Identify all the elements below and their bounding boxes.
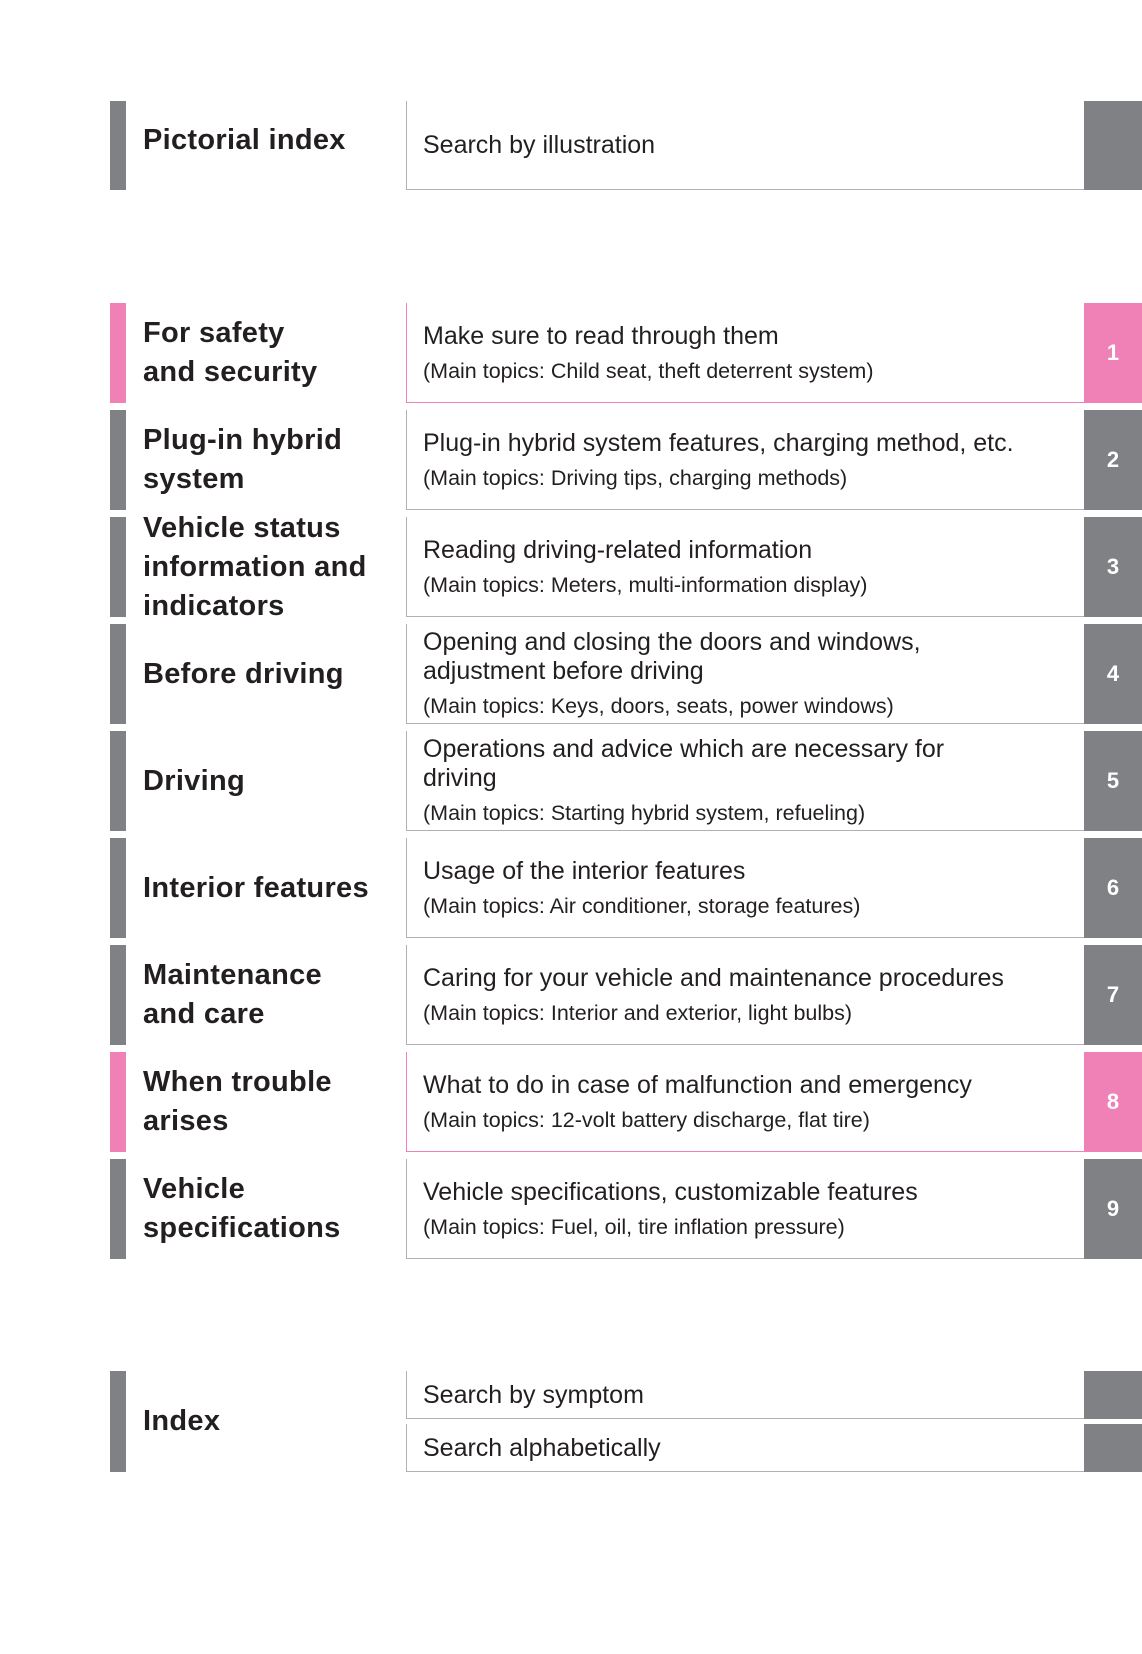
section-tab[interactable]: [1084, 101, 1142, 190]
chapter-bar: [110, 517, 126, 617]
chapter-title: For safety and security: [143, 317, 318, 388]
section-tab[interactable]: [1084, 1371, 1142, 1419]
chapter-description: Plug-in hybrid system features, charging method, etc.: [423, 428, 1014, 457]
chapter-bar: [110, 1159, 126, 1259]
chapter-row[interactable]: [0, 303, 1142, 403]
chapter-row[interactable]: [0, 511, 1142, 622]
chapter-number: 8: [1106, 1089, 1120, 1114]
search-by-symptom-label: Search by symptom: [423, 1380, 644, 1409]
chapter-topics: (Main topics: Air conditioner, storage features): [423, 893, 861, 918]
search-alphabetically-row[interactable]: [0, 1424, 1142, 1472]
chapter-title: Maintenance and care: [143, 959, 322, 1030]
chapter-number: 6: [1106, 875, 1120, 900]
chapter-topics: (Main topics: 12-volt battery discharge, flat tire): [423, 1107, 870, 1132]
chapter-row[interactable]: [0, 838, 1142, 938]
search-by-symptom-row[interactable]: [0, 1371, 1142, 1419]
section-description: Search by illustration: [423, 131, 656, 159]
chapter-tab[interactable]: [1084, 838, 1142, 938]
chapter-tab[interactable]: [1084, 945, 1142, 1045]
section-bar: [110, 101, 126, 190]
chapter-number: 7: [1106, 982, 1120, 1007]
chapter-row[interactable]: [0, 1159, 1142, 1259]
chapter-row[interactable]: [0, 410, 1142, 510]
chapter-number: 3: [1106, 554, 1120, 579]
chapter-topics: (Main topics: Driving tips, charging methods): [423, 465, 848, 490]
chapter-description: Vehicle specifications, customizable features: [423, 1177, 918, 1206]
chapter-number: 9: [1106, 1196, 1120, 1221]
chapter-row[interactable]: [0, 731, 1142, 831]
chapter-row[interactable]: [0, 1052, 1142, 1152]
section-title: Index: [143, 1405, 221, 1437]
chapter-title: Vehicle status information and indicators: [143, 511, 367, 622]
chapter-number: 1: [1106, 340, 1120, 365]
chapter-bar: [110, 410, 126, 510]
chapter-tab[interactable]: [1084, 731, 1142, 831]
chapter-description: Usage of the interior features: [423, 856, 746, 885]
chapter-tab[interactable]: [1084, 1159, 1142, 1259]
chapter-number: 2: [1106, 447, 1120, 472]
chapter-title: Driving: [143, 764, 245, 797]
chapter-topics: (Main topics: Interior and exterior, light bulbs): [423, 1000, 853, 1025]
chapter-description: Reading driving-related information: [423, 535, 813, 564]
chapter-description: Make sure to read through them: [423, 321, 779, 350]
chapter-number: 5: [1106, 768, 1120, 793]
chapter-bar: [110, 731, 126, 831]
pictorial-index-row[interactable]: [0, 101, 1142, 190]
chapter-title: Before driving: [143, 657, 344, 690]
chapter-bar: [110, 624, 126, 724]
chapter-title: Plug-in hybrid system: [143, 424, 343, 495]
chapter-bar: [110, 1052, 126, 1152]
chapter-title: Vehicle specifications: [143, 1173, 341, 1244]
chapter-number: 4: [1106, 661, 1120, 686]
chapter-tab[interactable]: [1084, 517, 1142, 617]
chapter-topics: (Main topics: Starting hybrid system, refueling): [423, 801, 866, 825]
chapter-tab[interactable]: [1084, 303, 1142, 403]
chapter-row[interactable]: [0, 624, 1142, 724]
chapter-title: Interior features: [143, 871, 369, 904]
chapter-bar: [110, 945, 126, 1045]
chapter-description: What to do in case of malfunction and emergency: [423, 1070, 972, 1099]
chapter-bar: [110, 838, 126, 938]
chapter-row[interactable]: [0, 945, 1142, 1045]
chapter-topics: (Main topics: Fuel, oil, tire inflation pressure): [423, 1214, 845, 1239]
chapter-bar: [110, 303, 126, 403]
search-alphabetically-label: Search alphabetically: [423, 1433, 661, 1462]
chapter-topics: (Main topics: Child seat, theft deterrent system): [423, 358, 874, 383]
chapter-description: Opening and closing the doors and windows, adjustment before driving: [423, 628, 921, 685]
section-tab[interactable]: [1084, 1424, 1142, 1472]
chapter-topics: (Main topics: Meters, multi-information display): [423, 572, 868, 597]
chapter-tab[interactable]: [1084, 1052, 1142, 1152]
chapter-topics: (Main topics: Keys, doors, seats, power windows): [423, 694, 894, 718]
chapter-tab[interactable]: [1084, 624, 1142, 724]
chapter-description: Caring for your vehicle and maintenance procedures: [423, 963, 1004, 992]
chapter-tab[interactable]: [1084, 410, 1142, 510]
chapter-title: When trouble arises: [143, 1066, 332, 1137]
section-title: Pictorial index: [143, 124, 346, 156]
chapter-description: Operations and advice which are necessary for driving: [423, 735, 945, 792]
